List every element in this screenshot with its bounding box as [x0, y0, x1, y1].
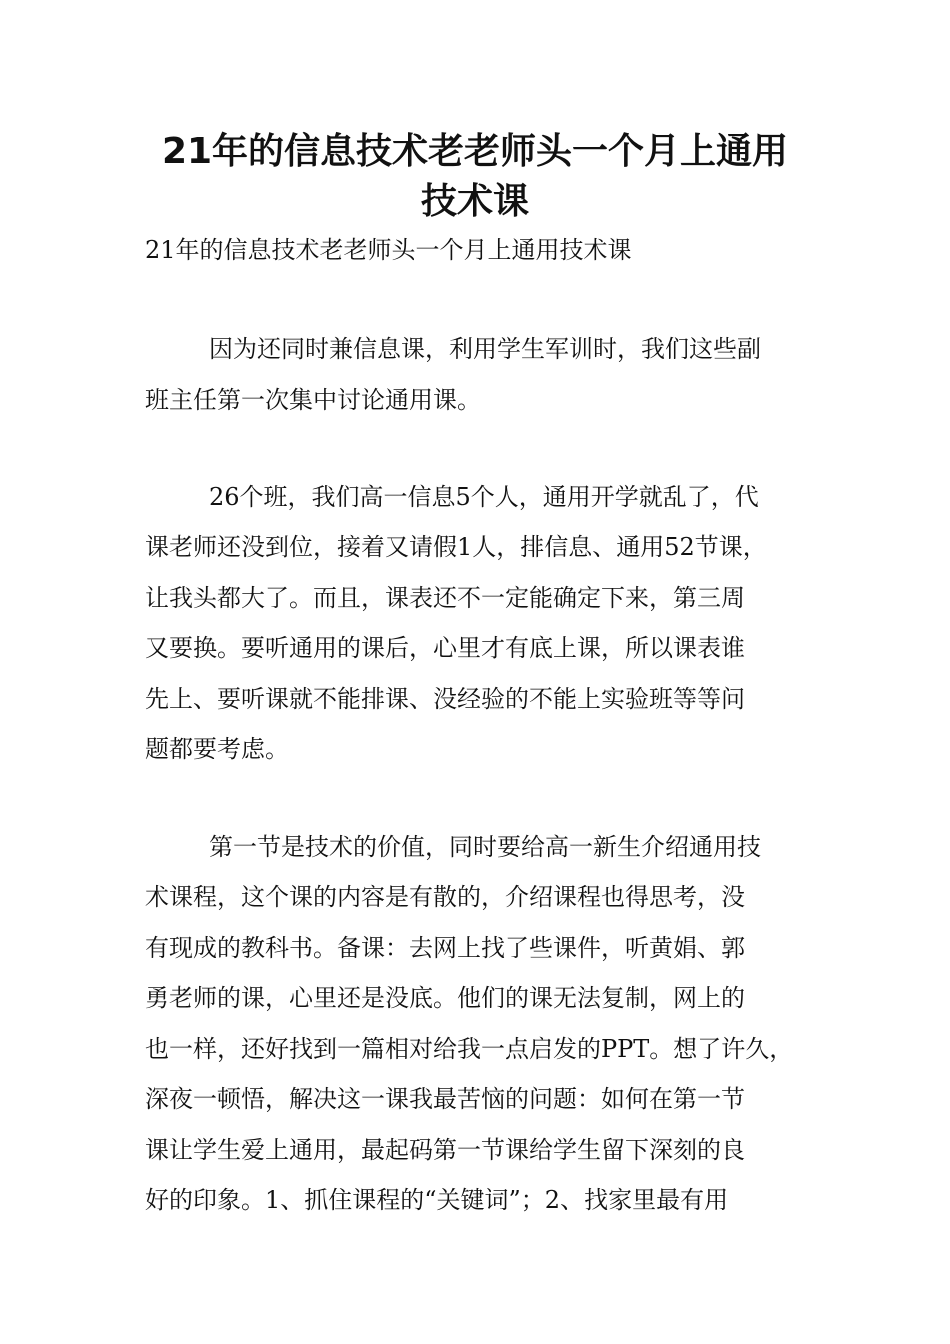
paragraph-2-line-1: 26个班，我们高一信息5个人，通用开学就乱了，代 [209, 483, 759, 511]
paragraph-3-line-7: 课让学生爱上通用，最起码第一节课给学生留下深刻的良 [145, 1136, 745, 1164]
page-title-line-1: 21年的信息技术老老师头一个月上通用 [161, 131, 789, 172]
paragraph-3-line-5: 也一样，还好找到一篇相对给我一点启发的PPT。想了许久， [145, 1035, 794, 1063]
subtitle: 21年的信息技术老老师头一个月上通用技术课 [145, 236, 632, 264]
paragraph-1-line-1: 因为还同时兼信息课，利用学生军训时，我们这些副 [209, 335, 761, 363]
paragraph-3-line-1: 第一节是技术的价值，同时要给高一新生介绍通用技 [209, 833, 761, 861]
paragraph-2-line-2: 课老师还没到位，接着又请假1人，排信息、通用52节课， [145, 533, 767, 561]
paragraph-3-line-3: 有现成的教科书。备课：去网上找了些课件，听黄娟、郭 [145, 934, 745, 962]
paragraph-1-line-2: 班主任第一次集中讨论通用课。 [145, 386, 481, 414]
paragraph-2-line-5: 先上、要听课就不能排课、没经验的不能上实验班等等问 [145, 685, 745, 713]
paragraph-3-line-6: 深夜一顿悟，解决这一课我最苦恼的问题：如何在第一节 [145, 1085, 745, 1113]
paragraph-3-line-8: 好的印象。1、抓住课程的“关键词”；2、找家里最有用 [145, 1186, 729, 1214]
paragraph-2-line-6: 题都要考虑。 [145, 735, 289, 763]
page-title-line-2: 技术课 [420, 181, 529, 222]
paragraph-2-line-3: 让我头都大了。而且，课表还不一定能确定下来，第三周 [145, 584, 745, 612]
paragraph-3-line-2: 术课程，这个课的内容是有散的，介绍课程也得思考，没 [145, 883, 745, 911]
paragraph-2-line-4: 又要换。要听通用的课后，心里才有底上课，所以课表谁 [145, 634, 745, 662]
paragraph-3-line-4: 勇老师的课，心里还是没底。他们的课无法复制，网上的 [145, 984, 745, 1012]
